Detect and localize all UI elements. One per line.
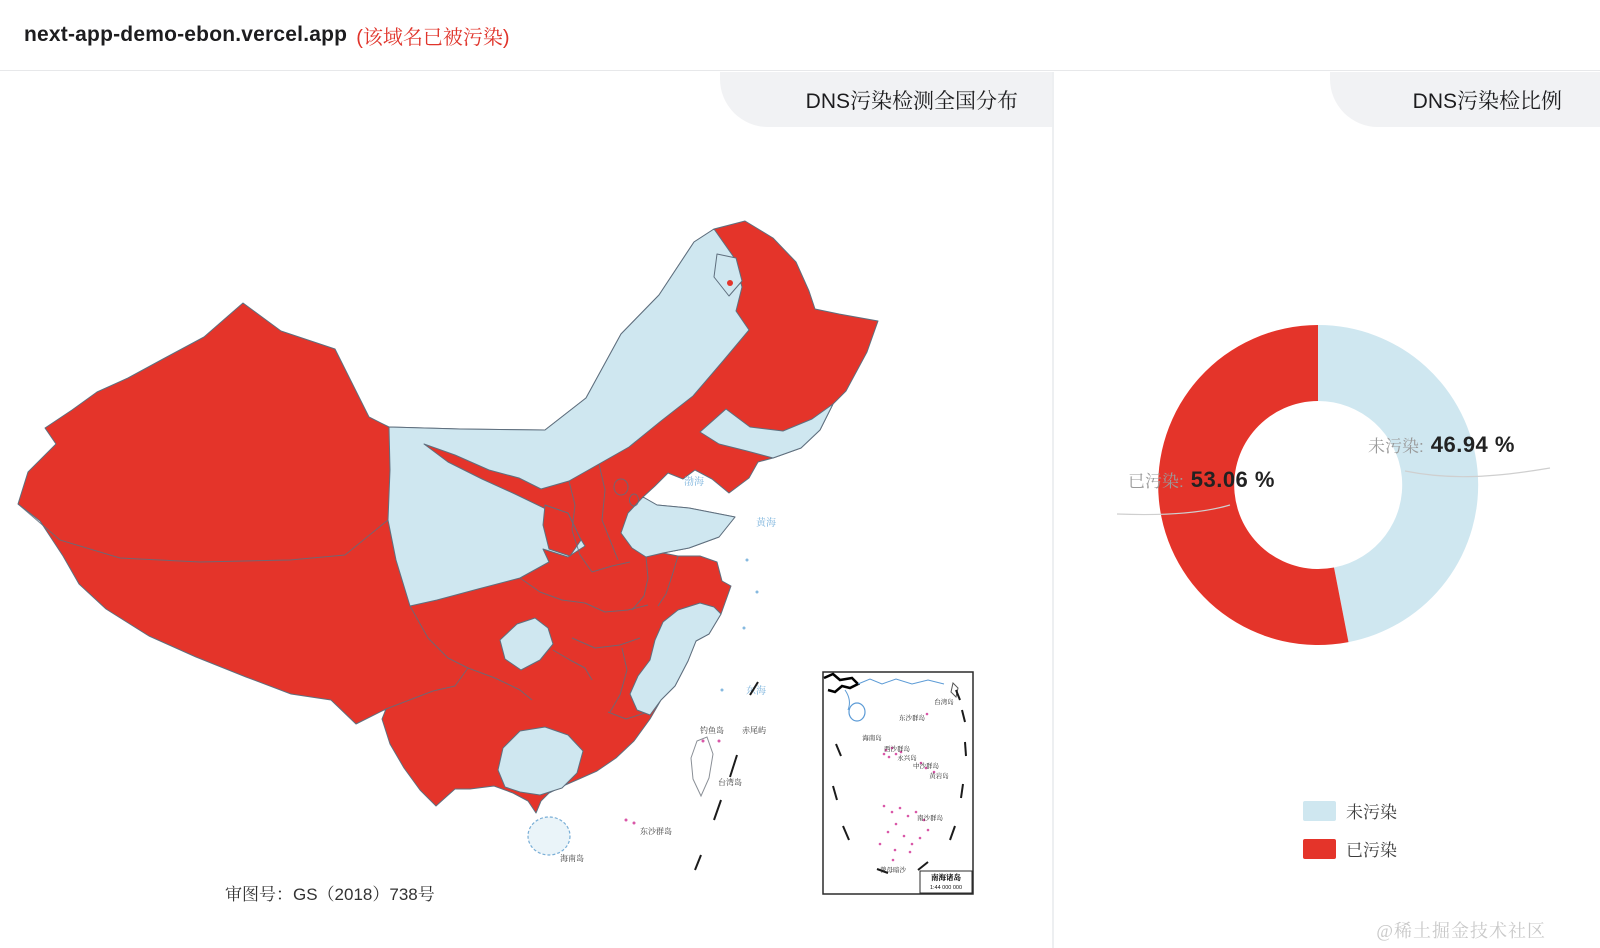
taiwan-island[interactable] — [691, 737, 713, 796]
inset-label-xisha: 西沙群岛 — [884, 746, 910, 753]
island-label-taiwandao: 台湾岛 — [718, 778, 742, 787]
inset-label-huangyan: 黄岩岛 — [929, 773, 949, 780]
sea-label-donghai: 东海 — [746, 686, 766, 697]
inset-label-zengmuansha: 曾母暗沙 — [880, 867, 906, 874]
community-watermark: @稀土掘金技术社区 — [1376, 921, 1546, 941]
inset-title: 南海诸岛 — [931, 873, 961, 882]
legend-item-polluted[interactable] — [1303, 836, 1397, 861]
donut-label-polluted-value: 53.06 % — [1190, 467, 1275, 492]
south-china-sea-inset — [823, 672, 973, 894]
map-approval-number: 审图号：GS（2018）738号 — [225, 885, 435, 904]
inset-scale: 1:44 000 000 — [929, 885, 963, 891]
hainan-island[interactable] — [528, 817, 570, 855]
island-label-chiweiyu: 赤尾屿 — [742, 726, 766, 735]
donut-label-polluted — [1128, 467, 1275, 493]
legend-swatch-polluted — [1303, 839, 1336, 859]
donut-label-polluted-name: 已污染: — [1128, 472, 1184, 491]
map-city-marker — [727, 280, 733, 286]
legend-swatch-clean — [1303, 801, 1336, 821]
map-region-clean-shandong[interactable] — [621, 497, 735, 557]
inset-label-nansha: 南沙群岛 — [917, 815, 943, 822]
donut-label-clean-value: 46.94 % — [1430, 432, 1515, 457]
panel-divider — [1052, 72, 1054, 948]
inset-label-dongsha: 东沙群岛 — [899, 715, 925, 722]
island-label-dongshaqundao: 东沙群岛 — [640, 827, 672, 836]
map-panel-title: DNS污染检测全国分布 — [805, 89, 1018, 113]
donut-label-clean-name: 未污染: — [1368, 437, 1424, 456]
inset-label-hainandao: 海南岛 — [862, 735, 882, 742]
donut-slice-clean[interactable] — [1318, 325, 1478, 642]
sea-label-bohai: 渤海 — [684, 477, 704, 488]
pollution-status-note: (该域名已被污染) — [356, 26, 510, 49]
legend-label-polluted: 已污染 — [1346, 841, 1397, 860]
donut-label-clean — [1368, 432, 1515, 458]
island-label-diaoyudao: 钓鱼岛 — [700, 726, 724, 735]
legend-item-clean[interactable] — [1303, 798, 1397, 823]
inset-label-taiwandao: 台湾岛 — [934, 699, 954, 706]
domain-title: next-app-demo-ebon.vercel.app — [24, 23, 348, 46]
legend-label-clean: 未污染 — [1346, 803, 1397, 822]
donut-legend — [1303, 798, 1397, 861]
inset-label-zhongsha: 中沙群岛 — [913, 763, 939, 770]
sea-label-huanghai: 黄海 — [756, 518, 776, 529]
pie-panel-title: DNS污染检比例 — [1412, 89, 1562, 113]
island-label-hainandao: 海南岛 — [560, 854, 584, 863]
inset-label-yongxing: 永兴岛 — [897, 755, 917, 762]
